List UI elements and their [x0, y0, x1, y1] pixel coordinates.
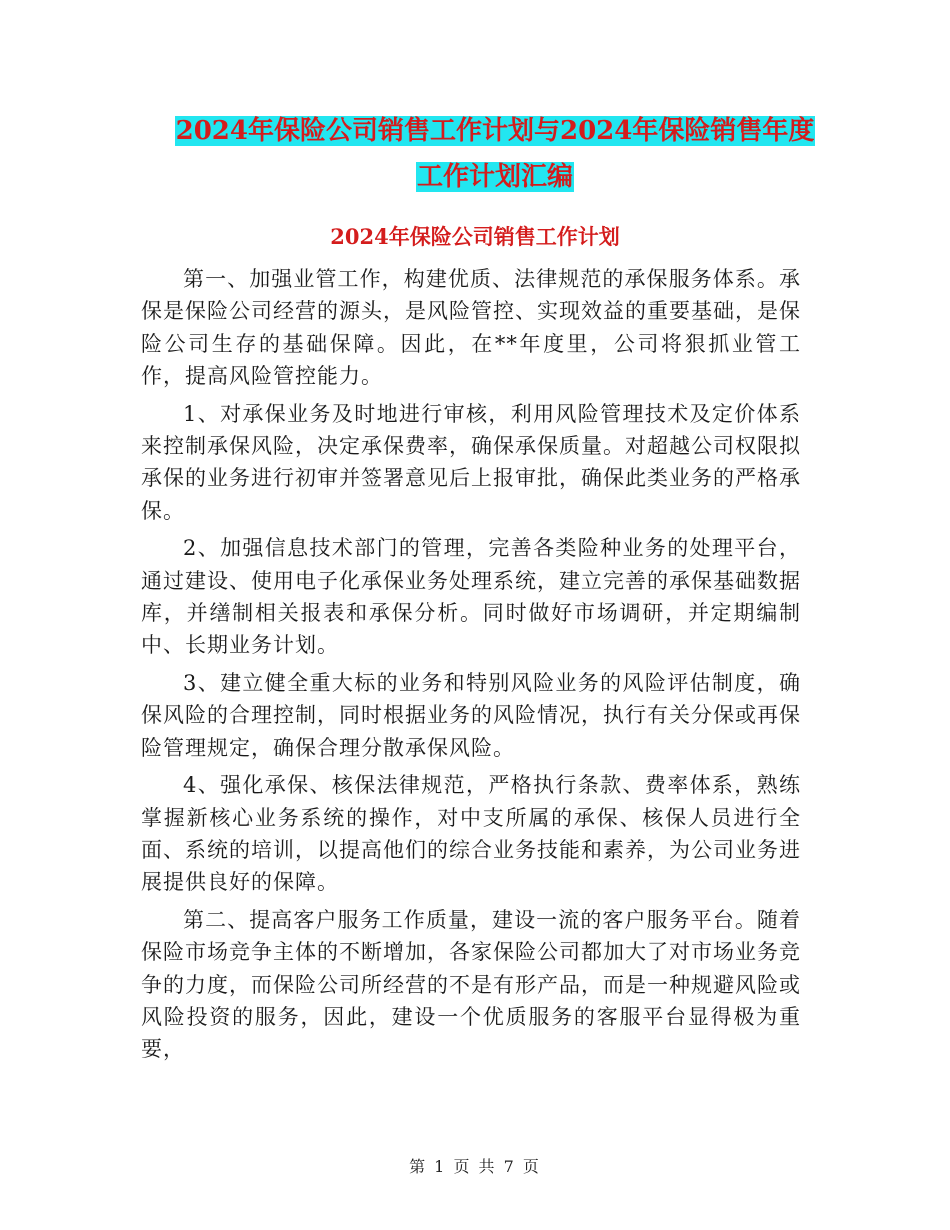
document-title-line-1: 2024年保险公司销售工作计划与2024年保险销售年度 — [175, 116, 815, 146]
document-title — [100, 108, 890, 200]
document-body — [141, 263, 801, 1071]
section-title: 2024年保险公司销售工作计划 — [330, 224, 620, 249]
document-title-line-2: 工作计划汇编 — [416, 162, 573, 192]
paragraph: 4、强化承保、核保法律规范，严格执行条款、费率体系，熟练掌握新核心业务系统的操作，对中支所属的承保、核保人员进行全面、系统的培训，以提高他们的综合业务技能和素养，为公司业务进展提供良好的保障。 — [141, 773, 801, 895]
paragraph: 第一、加强业管工作，构建优质、法律规范的承保服务体系。承保是保险公司经营的源头，是风险管控、实现效益的重要基础，是保险公司生存的基础保障。因此，在**年度里，公司将狠抓业管工作，提高风险管控能力。 — [141, 267, 801, 389]
paragraph: 2、加强信息技术部门的管理，完善各类险种业务的处理平台，通过建设、使用电子化承保业务处理系统，建立完善的承保基础数据库，并缮制相关报表和承保分析。同时做好市场调研，并定期编制中、长期业务计划。 — [141, 536, 801, 658]
page-footer: 第 1 页 共 7 页 — [409, 1157, 541, 1176]
paragraph: 1、对承保业务及时地进行审核，利用风险管理技术及定价体系来控制承保风险，决定承保费率，确保承保质量。对超越公司权限拟承保的业务进行初审并签署意见后上报审批，确保此类业务的严格承保。 — [141, 401, 801, 523]
paragraph: 第二、提高客户服务工作质量，建设一流的客户服务平台。随着保险市场竞争主体的不断增加，各家保险公司都加大了对市场业务竞争的力度，而保险公司所经营的不是有形产品，而是一种规避风险或风险投资的服务，因此，建设一个优质服务的客服平台显得极为重要， — [141, 907, 801, 1062]
paragraph: 3、建立健全重大标的业务和特别风险业务的风险评估制度，确保风险的合理控制，同时根据业务的风险情况，执行有关分保或再保险管理规定，确保合理分散承保风险。 — [141, 670, 801, 760]
